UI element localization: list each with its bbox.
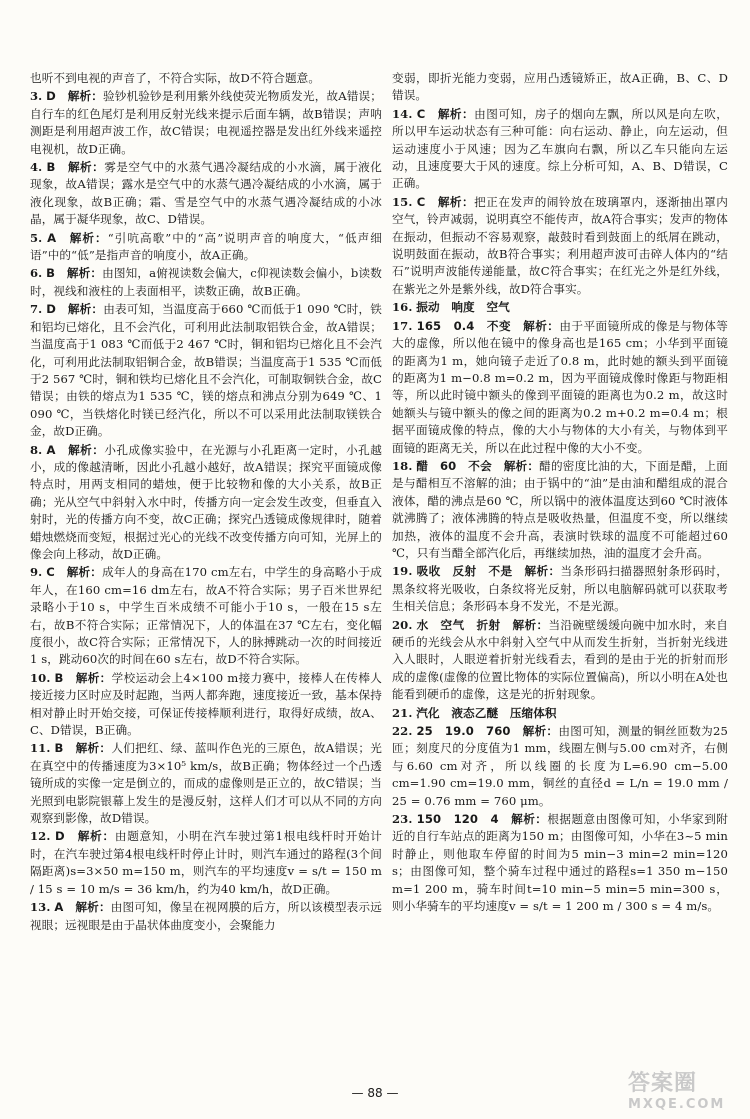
analysis-label: 解析： [75, 670, 112, 685]
analysis-text: 根据题意由图像可知，小华家到附近的自行车站点的距离为150 m；由图像可知，小华在3~5 min时静止，则他取车停留的时间为5 min−3 min=2 min=120 s；由图像可知，整个骑车过程中通过的路程s=1 350 m−150 m=1 200 m，骑车时间t=10 min−5 min=5 min=300 s，则小华骑车的平均速度v = s/t = 1 200 m / 300 s = 4 m/s。 [392, 812, 728, 914]
answer-key: 汽化 液态乙醚 压缩体积 [416, 705, 557, 720]
analysis-text: 醋的密度比油的大，下面是醋，上面是与醋相互不溶解的油；由于锅中的“油”是由油和醋组成的混合液体，醋的沸点是60 ℃，所以锅中的液体温度达到60 ℃时液体就沸腾了；液体沸腾的特点是吸收热量，但温度不变，所以继续加热，液体的温度不会升高，表演时铁球的温度不可能超过60 ℃，只有当醋全部汽化后，再继续加热，油的温度才会升高。 [392, 458, 728, 560]
question-number: 6. [30, 266, 43, 281]
answer-key: 25 19.0 760 [416, 724, 511, 739]
question-number: 3. [30, 89, 43, 104]
answer-item [30, 159, 382, 229]
answer-item [30, 88, 382, 158]
analysis-text: 由表可知，当温度高于660 ℃而低于1 090 ℃时，铁和铝均已熔化，且不会汽化，可利用此法制取铝铁合金，故A错误；当温度高于1 083 ℃而低于2 467 ℃时，铜和铝均已熔化且不会汽化，可利用此法制取铝铜合金，故B错误；当温度高于1 535 ℃而低于2 567 ℃时，铜和铁均已熔化且不会汽化，可制取铜铁合金，故C错误；由铁的熔点为1 535 ℃，镁的熔点和沸点分别为649 ℃、1 090 ℃，当铁熔化时镁已经汽化，所以不可以采用此法制取镁铁合金，故D正确。 [30, 302, 382, 439]
answer-item [30, 899, 382, 934]
answer-key: B [54, 670, 64, 685]
answer-item [392, 318, 728, 457]
answer-item [392, 723, 728, 810]
question-number: 5. [30, 230, 43, 245]
analysis-text: 由图知，a俯视读数会偏大，c仰视读数会偏小，b读数时，视线和液柱的上表面相平，读数正确，故B正确。 [30, 266, 382, 298]
watermark-logo-text: 答案圈 [628, 1071, 698, 1096]
question-number: 11. [30, 741, 51, 756]
question-number: 14. [392, 106, 413, 121]
watermark-url: MXQE.COM [628, 1097, 726, 1112]
question-number: 9. [30, 565, 43, 580]
question-number: 22. [392, 724, 413, 739]
answer-item [30, 442, 382, 564]
answer-item [30, 70, 382, 87]
answer-key: C [416, 194, 426, 209]
answer-item [30, 230, 382, 265]
analysis-text: 由图可知，测量的铜丝匝数为25匝；刻度尺的分度值为1 mm，线圈左侧与5.00 cm对齐，右侧与6.60 cm对齐，所以线圈的长度为L=6.90 cm−5.00 cm=1.90 cm=19.0 mm，铜丝的直径d = L/n = 19.0 mm / 25 = 0.76 mm = 760 μm。 [392, 724, 728, 808]
analysis-text: 当条形码扫描器照射条形码时，黑条纹将光吸收，白条纹将光反射，所以电脑解码就可以获取考生相关信息；条形码本身不发光，不是光源。 [392, 564, 728, 614]
question-number: 15. [392, 194, 413, 209]
analysis-text: 验钞机验钞是利用紫外线使荧光物质发光，故A错误；自行车的红色尾灯是利用反射光线来提示后面车辆，故B错误；声呐测距是利用超声波工作，故C错误；电视遥控器是发出红外线来遥控电视机，故D正确。 [30, 89, 382, 156]
question-number: 12. [30, 829, 51, 844]
analysis-label: 解析： [75, 900, 111, 915]
analysis-label: 解析： [67, 302, 104, 317]
analysis-label: 解析： [75, 741, 112, 756]
question-number: 16. [392, 300, 413, 315]
answer-key: B [54, 741, 64, 756]
question-number: 13. [30, 900, 51, 915]
answer-key: 水 空气 折射 [416, 617, 501, 632]
analysis-text: “引吭高歌”中的“高”说明声音的响度大，“低声细语”中的“低”是指声音的响度小，故A正确。 [30, 230, 382, 263]
analysis-label: 解析： [69, 230, 108, 245]
analysis-text: 人们把红、绿、蓝叫作色光的三原色，故A错误；光在真空中的传播速度为3×10⁵ km/s，故B正确；物体经过一个凸透镜所成的实像一定是倒立的，而成的虚像则是正立的，故C错误；当光照到电影院银幕上发生的是漫反射，这样人们才可以从不同的方向观察到影像，故D错误。 [30, 741, 382, 826]
answer-key: D [54, 829, 65, 844]
analysis-label: 解析： [523, 318, 560, 333]
answer-item [30, 740, 382, 827]
question-number: 10. [30, 670, 51, 685]
analysis-text: 小孔成像实验中，在光源与小孔距离一定时，小孔越小，成的像越清晰，因此小孔越小越好，故A错误；探究平面镜成像特点时，用两支相同的蜡烛，便于比较物和像的大小关系，故B正确；光从空气中斜射入水中时，传播方向一定会发生改变，但垂直入射时，光的传播方向不变，故C正确；探究凸透镜成像规律时，随着蜡烛燃烧而变短，根据过光心的光线不改变传播方向可知，光屏上的像会向上移动，故D正确。 [30, 442, 382, 561]
analysis-label: 解析： [66, 266, 103, 281]
question-number: 8. [30, 442, 43, 457]
analysis-text: 把正在发声的闹铃放在玻璃罩内，逐渐抽出罩内空气，铃声减弱，说明真空不能传声，故A符合事实；发声的物体在振动，但振动不容易观察，敲鼓时看到鼓面上的纸屑在跳动，说明鼓面在振动，故B符合事实；利用超声波可击碎人体内的“结石”说明声波能传递能量，故C符合事实；在红光之外是红外线，在紫光之外是紫外线，故D符合事实。 [392, 194, 728, 296]
analysis-text: 成年人的身高在170 cm左右，中学生的身高略小于成年人，在160 cm=16 dm左右，故A不符合实际；男子百米世界纪录略小于10 s，中学生百米成绩不可能小于10 s，一般在15 s左右，故B不符合实际；正常情况下，人的体温在37 ℃左右，变化幅度很小，故C符合实际；正常情况下，人的脉搏跳动一次的时间接近1 s，跳动60次的时间在60 s左右，故D不符合实际。 [30, 565, 382, 667]
answer-key: 150 120 4 [416, 812, 499, 827]
answer-item [392, 194, 728, 298]
analysis-text: 由图可知，房子的烟向左飘，所以风是向左吹，所以甲车运动状态有三种可能：向右运动、静止，向左运动，但运动速度小于风速；因为乙车旗向右飘，所以乙车只能向左运动，且速度要大于风的速度。综上分析可知，A、B、D错误，C正确。 [392, 106, 728, 191]
left-column [30, 70, 382, 935]
question-number: 18. [392, 458, 413, 473]
answer-key: D [46, 302, 56, 317]
analysis-label: 解析： [68, 442, 105, 457]
analysis-label: 解析： [437, 194, 475, 209]
analysis-text: 学校运动会上4×100 m接力赛中，接棒人在传棒人接近接力区时应及时起跑，当两人都奔跑，速度接近一致，基本保持相对静止时开始交接，可保证传接棒顺利进行，取得好成绩，故A、C、D错误，B正确。 [30, 670, 382, 738]
analysis-label: 解析： [437, 106, 475, 121]
analysis-label: 解析： [503, 458, 540, 473]
answer-key: 振动 响度 空气 [416, 300, 510, 315]
answer-item [30, 265, 382, 300]
answer-item [30, 301, 382, 440]
site-watermark [628, 1066, 738, 1114]
analysis-text: 当沿碗壁缓缓向碗中加水时，来自硬币的光线会从水中斜射入空气中从而发生折射，当折射光线进入人眼时，人眼逆着折射光线看去，看到的是由于光的折射而形成的虚像(虚像的位置比物体的实际位置偏高)，所以小明在A处也能看到硬币的虚像，这是光的折射现象。 [392, 617, 728, 702]
answer-key: 吸收 反射 不是 [416, 564, 513, 579]
question-number: 23. [392, 812, 413, 827]
right-column [392, 70, 728, 917]
answer-item [392, 705, 728, 722]
answer-item [30, 670, 382, 740]
analysis-label: 解析： [512, 617, 549, 632]
answer-item [392, 617, 728, 704]
analysis-label: 解析： [522, 724, 559, 739]
question-number: 19. [392, 564, 413, 579]
answer-key: B [46, 160, 56, 175]
answer-key: A [46, 442, 56, 457]
answer-key: A [47, 230, 57, 245]
answer-key: C [46, 565, 55, 580]
analysis-text: 由题意知，小明在汽车驶过第1根电线杆时开始计时，在汽车驶过第4根电线杆时停止计时，则汽车通过的路程(3个间隔距离)s=3×50 m=150 m，则汽车的平均速度v = s/t = 150 m / 15 s = 10 m/s = 36 km/h，约为40 km/h，故D正确。 [30, 829, 382, 896]
answer-key: 165 0.4 不变 [416, 318, 512, 333]
answer-item [392, 106, 728, 193]
question-number: 21. [392, 705, 413, 720]
analysis-text: 也听不到电视的声音了，不符合实际，故D不符合题意。 [30, 71, 321, 85]
answer-item [392, 70, 728, 105]
answer-item [392, 811, 728, 915]
answer-key: B [46, 266, 56, 281]
analysis-text: 由于平面镜所成的像是与物体等大的虚像，所以他在镜中的像身高也是165 cm；小华到平面镜的距离为1 m，她向镜子走近了0.8 m，此时她的额头到平面镜的距离为1 m−0.8 m=0.2 m，因为平面镜成像时像距与物距相等，所以此时镜中额头的像到平面镜的距离也为0.2 m，故这时她额头与镜中额头的像之间的距离为0.2 m+0.2 m=0.4 m；根据平面镜成像的特点，像的大小与物体的大小有关，与物体到平面镜的距离无关，所以在此过程中像的大小不变。 [392, 318, 728, 455]
question-number: 4. [30, 160, 43, 175]
analysis-text: 雾是空气中的水蒸气遇冷凝结成的小水滴，属于液化现象，故A错误；露水是空气中的水蒸气遇冷凝结成的小水滴，属于液化现象，故B正确；霜、雪是空气中的水蒸气遇冷凝结成的小冰晶，属于凝华现象，故C、D错误。 [30, 160, 382, 227]
answer-item [30, 828, 382, 898]
answer-key: C [416, 106, 426, 121]
answer-item [392, 458, 728, 562]
analysis-text: 变弱，即折光能力变弱，应用凸透镜矫正，故A正确，B、C、D错误。 [392, 71, 728, 103]
question-number: 17. [392, 318, 413, 333]
analysis-label: 解析： [511, 812, 548, 827]
answer-item [30, 564, 382, 668]
answer-key: D [46, 89, 56, 104]
analysis-label: 解析： [77, 829, 115, 844]
answer-item [392, 563, 728, 615]
page-number: — 88 — [351, 1086, 399, 1100]
answer-key: 醋 60 不会 [416, 458, 492, 473]
question-number: 7. [30, 302, 43, 317]
answer-item [392, 299, 728, 316]
question-number: 20. [392, 617, 413, 632]
analysis-label: 解析： [524, 564, 561, 579]
analysis-text: 由图可知，像呈在视网膜的后方，所以该模型表示远视眼；远视眼是由于晶状体曲度变小，会聚能力 [30, 900, 382, 932]
answer-key: A [54, 900, 64, 915]
analysis-label: 解析： [67, 160, 105, 175]
analysis-label: 解析： [66, 565, 103, 580]
analysis-label: 解析： [67, 89, 104, 104]
